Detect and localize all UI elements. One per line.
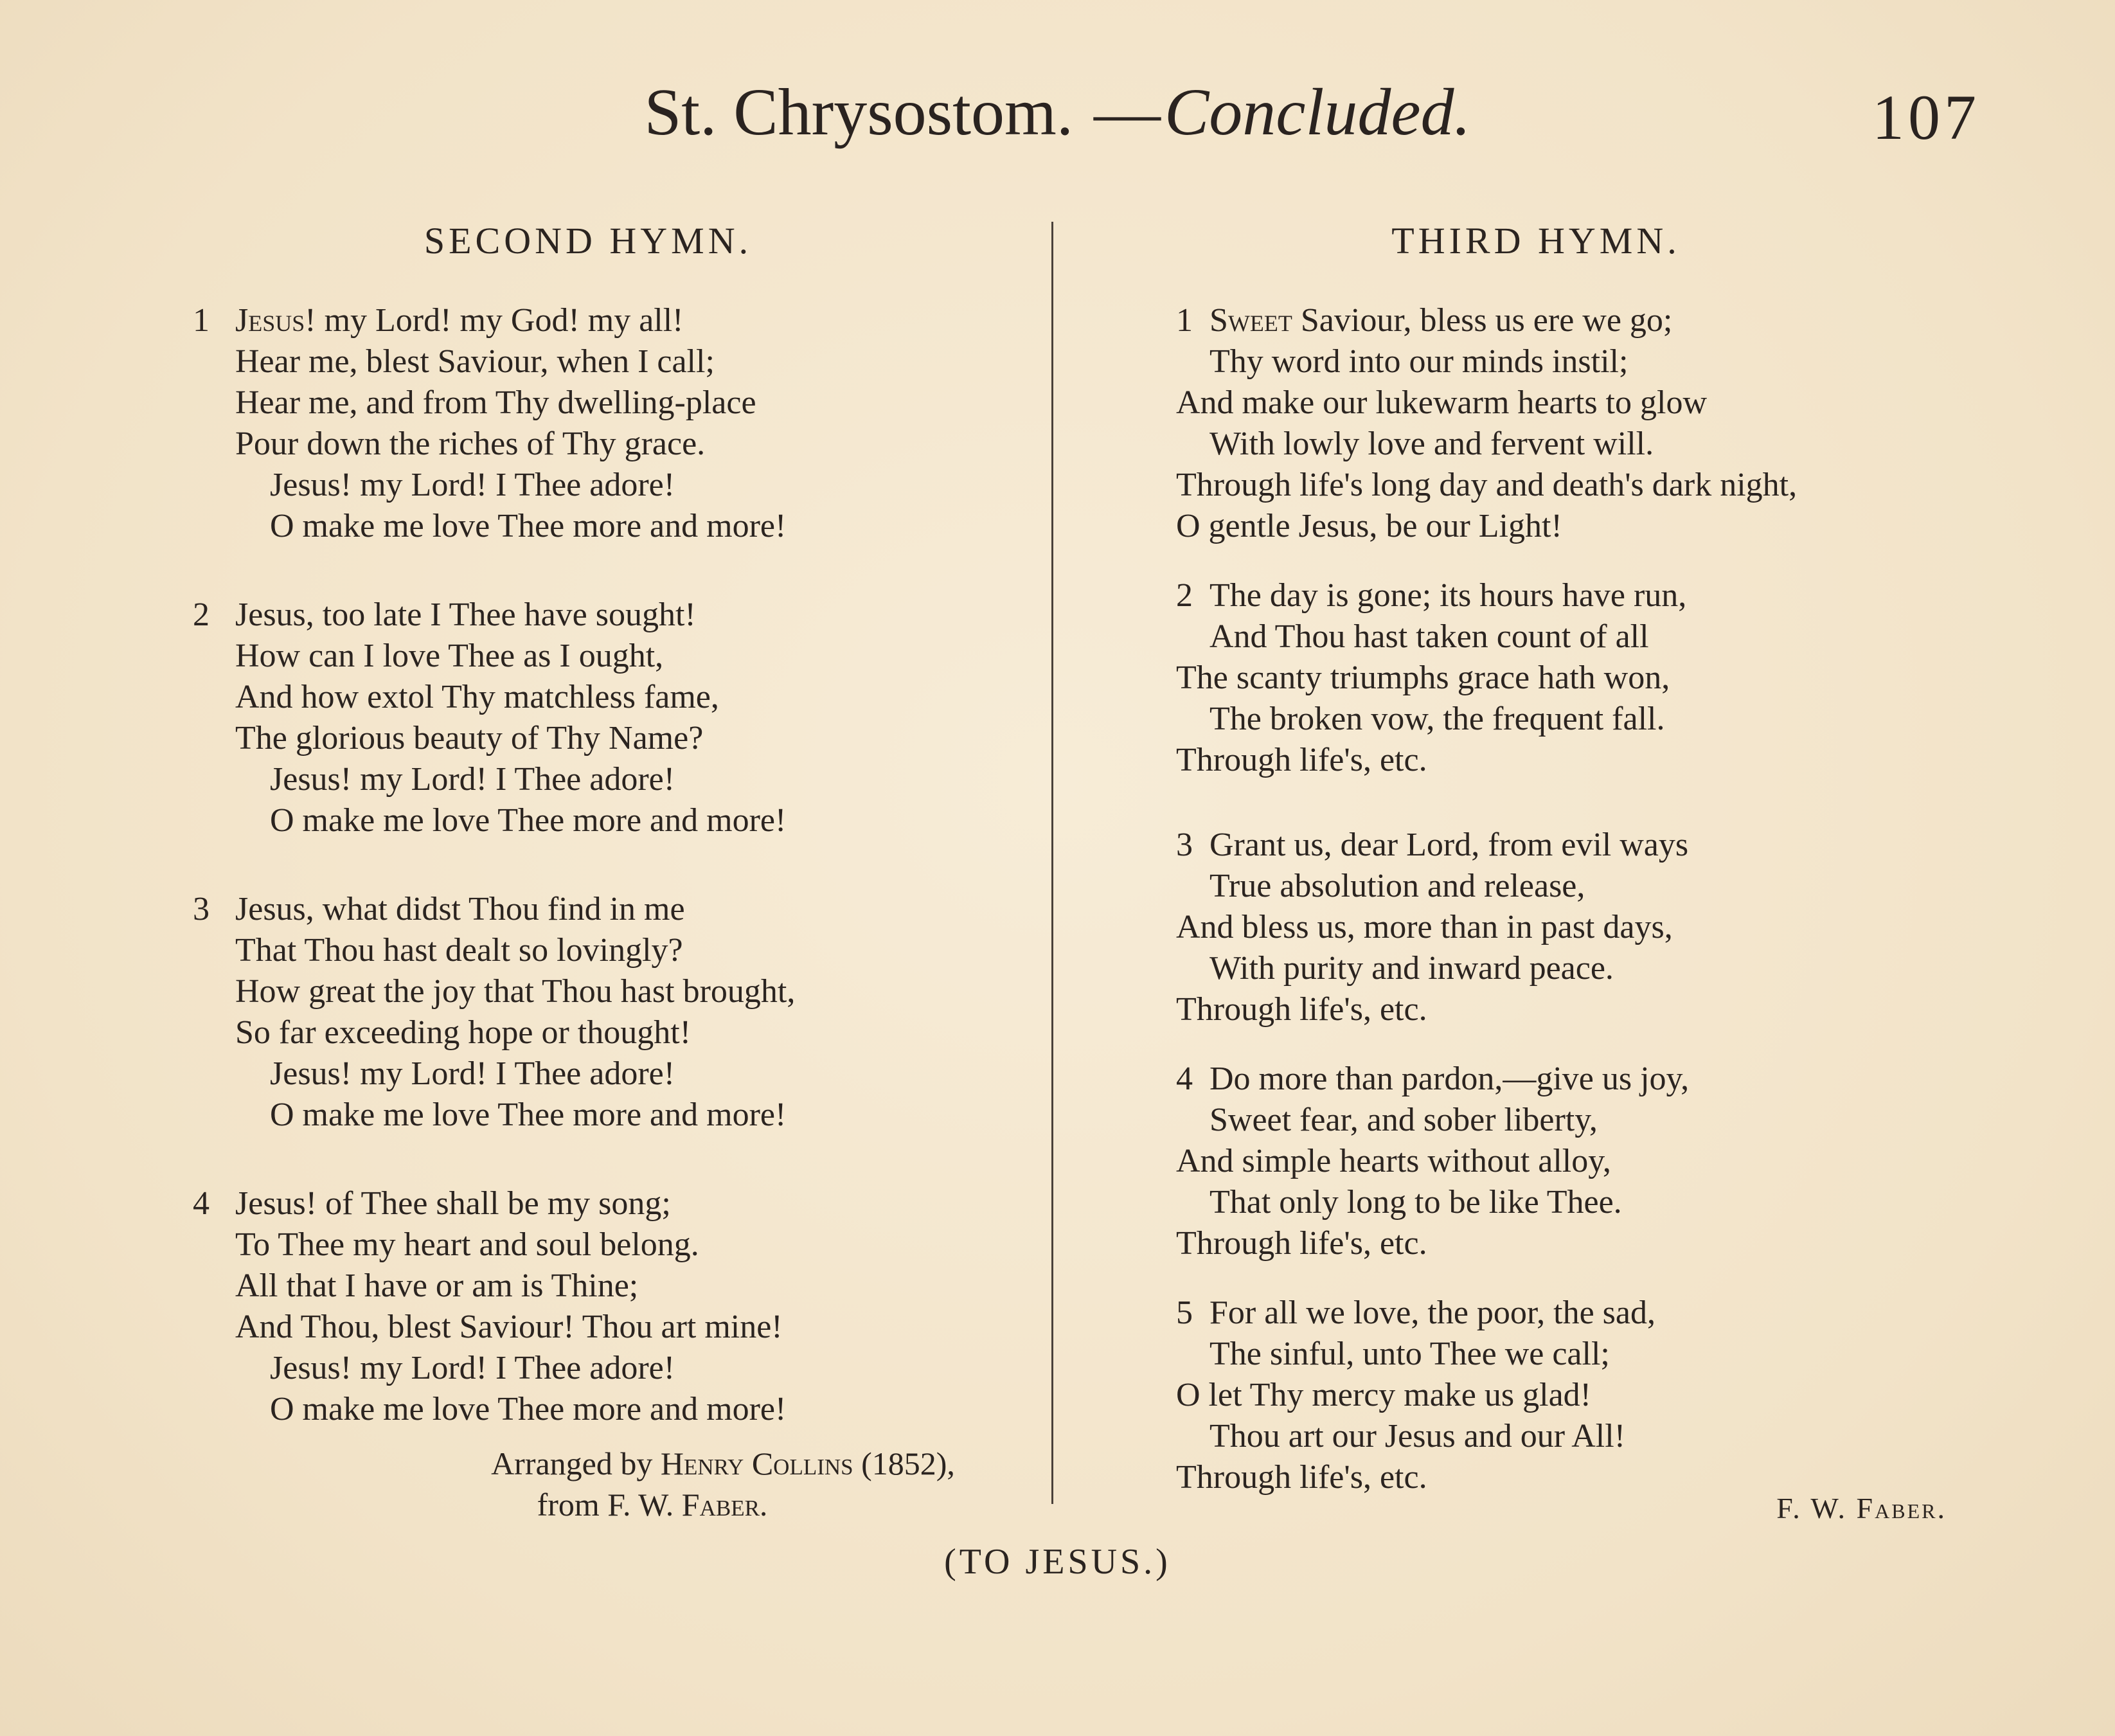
refrain-line: Through life's long day and death's dark night, [1176,467,1798,503]
title-main: St. Chrysostom. [644,75,1073,149]
verse-line: O let Thy mercy make us glad! [1176,1377,1591,1413]
verse-line: And Thou, blest Saviour! Thou art mine! [235,1309,783,1345]
title-concluded: Concluded. [1164,75,1471,149]
stanza-number: 5 [1176,1294,1193,1331]
attribution-prefix: Arranged by [491,1445,653,1481]
refrain-line: Jesus! my Lord! I Thee adore! [270,761,675,798]
stanza [1176,1059,2012,1264]
verse-line: And simple hearts without alloy, [1176,1143,1611,1179]
verse-line: And Thou hast taken count of all [1209,618,1649,655]
verse-line: Thou art our Jesus and our All! [1209,1418,1626,1454]
verse-line: Jesus, too late I Thee have sought! [235,596,696,633]
refrain-line: Jesus! my Lord! I Thee adore! [270,1350,675,1386]
stanza-number: 3 [1176,827,1193,863]
verse-line: Jesus! of Thee shall be my song; [235,1185,671,1222]
tune-note: (TO JESUS.) [944,1542,1171,1582]
verse-line: All that I have or am is Thine; [235,1267,639,1304]
verse-line: That only long to be like Thee. [1209,1184,1622,1221]
refrain-line: Jesus! my Lord! I Thee adore! [270,1055,675,1092]
refrain-line: Through life's, etc. [1176,1225,1427,1262]
verse-line: How great the joy that Thou hast brought, [235,973,796,1010]
verse-line: Pour down the riches of Thy grace. [235,425,706,462]
verse-line: The broken vow, the frequent fall. [1209,701,1665,737]
verse-line: Jesus! my Lord! my God! my all! [235,302,684,339]
verse-line: Sweet Saviour, bless us ere we go; [1209,302,1673,339]
attribution-name: Henry Collins [660,1445,853,1481]
second-hymn-heading: SECOND HYMN. [424,220,753,262]
verse-line: The sinful, unto Thee we call; [1209,1336,1610,1372]
attribution-year: (1852), [861,1445,955,1481]
verse-line: Hear me, blest Saviour, when I call; [235,343,715,380]
column-divider [1051,222,1053,1504]
first-word: Jesus [235,302,305,339]
second-hymn-attribution [193,1443,1035,1525]
attribution-source-prefix: from F. W. [537,1487,674,1523]
stanza [1176,300,2012,547]
verse-line: Do more than pardon,—give us joy, [1209,1060,1690,1097]
verse-line: True absolution and release, [1209,868,1585,904]
verse-line: And bless us, more than in past days, [1176,909,1673,945]
stanza-number: 3 [193,891,210,927]
verse-line: With purity and inward peace. [1209,950,1614,987]
stanza-number: 1 [193,302,210,339]
verse-line: The day is gone; its hours have run, [1209,577,1687,614]
page-number: 107 [1872,82,1980,153]
stanza [1176,825,2012,1030]
verse-line: With lowly love and fervent will. [1209,425,1654,462]
verse-line: Sweet fear, and sober liberty, [1209,1102,1598,1138]
stanza [1176,1293,2012,1498]
stanza [193,300,1028,547]
title-dash: — [1093,75,1161,149]
verse-line: Hear me, and from Thy dwelling-place [235,384,756,421]
stanza-number: 2 [193,596,210,633]
second-hymn [193,215,1028,1478]
verse-line: For all we love, the poor, the sad, [1209,1294,1655,1331]
verse-line: Grant us, dear Lord, from evil ways [1209,827,1689,863]
stanza [193,595,1028,841]
first-word: Sweet [1209,302,1292,339]
stanza [1176,575,2012,781]
refrain-line: O make me love Thee more and more! [270,802,787,839]
refrain-line: Through life's, etc. [1176,742,1427,778]
verse-line: To Thee my heart and soul belong. [235,1226,699,1263]
verse-line: The glorious beauty of Thy Name? [235,720,704,756]
refrain-line: O make me love Thee more and more! [270,1096,787,1133]
refrain-line: O make me love Thee more and more! [270,508,787,544]
third-hymn-heading: THIRD HYMN. [1391,220,1681,262]
verse-line: How can I love Thee as I ought, [235,638,664,674]
stanza-number: 4 [1176,1060,1193,1097]
third-hymn [1176,215,2012,1526]
stanza-number: 4 [193,1185,210,1222]
refrain-line: Through life's, etc. [1176,1459,1427,1496]
stanza [193,1183,1028,1430]
refrain-line: O make me love Thee more and more! [270,1391,787,1427]
stanza [193,889,1028,1136]
refrain-line: Through life's, etc. [1176,991,1427,1028]
page-title [0,71,2115,154]
attribution-source-name: Faber. [681,1487,768,1523]
verse-line: Thy word into our minds instil; [1209,343,1629,380]
stanza-number: 2 [1176,577,1193,614]
third-hymn-attribution: F. W. Faber. [1776,1492,1947,1525]
verse-line: That Thou hast dealt so lovingly? [235,932,683,969]
stanza-number: 1 [1176,302,1193,339]
refrain-line: Jesus! my Lord! I Thee adore! [270,467,675,503]
refrain-line: O gentle Jesus, be our Light! [1176,508,1562,544]
verse-line: And how extol Thy matchless fame, [235,679,719,715]
verse-line: And make our lukewarm hearts to glow [1176,384,1708,421]
verse-line: So far exceeding hope or thought! [235,1014,692,1051]
verse-line: The scanty triumphs grace hath won, [1176,659,1670,696]
verse-line: Jesus, what didst Thou find in me [235,891,685,927]
